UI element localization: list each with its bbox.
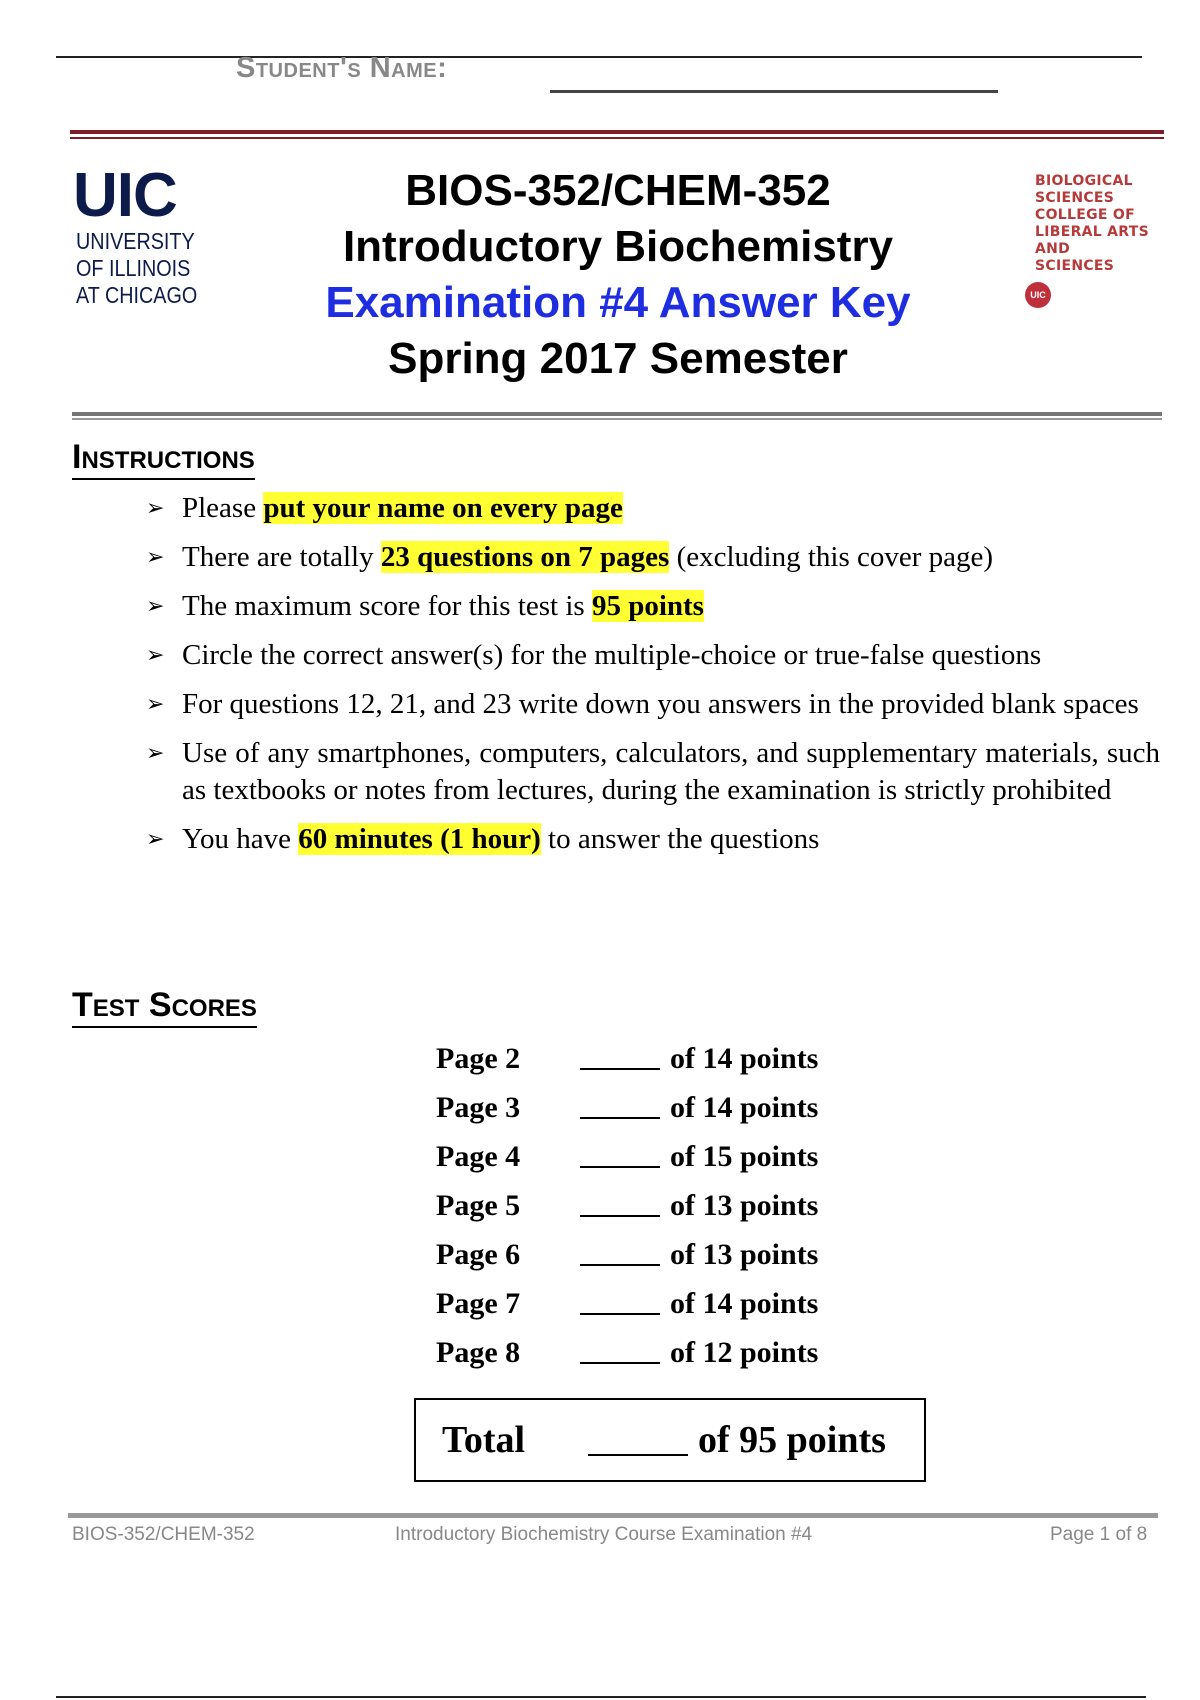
score-row [436,1138,818,1187]
instruction-text: to answer the questions [540,823,820,855]
arrow-bullet-icon: ➢ [146,545,165,570]
score-page-label: Page 4 [436,1140,521,1173]
student-name-label: Student's Name: [236,52,448,84]
score-page-label: Page 8 [436,1336,521,1369]
arrow-bullet-icon: ➢ [146,594,165,619]
uic-logo-line: OF ILLINOIS [76,255,191,281]
score-blank[interactable] [580,1334,660,1364]
score-blank[interactable] [580,1285,660,1315]
total-points: of 95 points [698,1419,886,1461]
uic-logo-line: UNIVERSITY [76,228,195,254]
score-page-label: Page 7 [436,1287,521,1320]
total-blank[interactable] [588,1454,688,1456]
score-row [436,1334,818,1383]
bio-logo-line: AND [1035,241,1071,257]
instruction-text: You have [182,823,299,855]
score-points-label: of 13 points [670,1238,819,1271]
uic-logo-mark: UIC [73,161,177,230]
score-blank[interactable] [580,1187,660,1217]
bio-logo-line: SCIENCES [1035,258,1115,274]
bio-logo-line: COLLEGE OF [1035,207,1135,223]
total-box [414,1398,926,1482]
arrow-bullet-icon: ➢ [146,496,165,521]
instruction-item [146,490,1160,527]
title-divider [72,412,1162,420]
arrow-bullet-icon: ➢ [146,741,165,766]
instructions-heading: Instructions [72,438,255,480]
uic-logo-line: AT CHICAGO [76,282,198,308]
score-page-label: Page 5 [436,1189,521,1222]
arrow-bullet-icon: ➢ [146,643,165,668]
instruction-text: Please [182,492,264,524]
footer-title: Introductory Biochemistry Course Examination #4 [395,1524,813,1545]
score-points-label: of 14 points [670,1091,819,1124]
semester: Spring 2017 Semester [388,334,848,383]
score-blank[interactable] [580,1236,660,1266]
uic-logo-text [76,228,197,309]
instruction-text: Circle the correct answer(s) for the multiple-choice or true-false questions [182,639,1042,671]
score-points-label: of 13 points [670,1189,819,1222]
score-points-label: of 15 points [670,1140,819,1173]
score-row [436,1285,818,1334]
instruction-text: The maximum score for this test is [182,590,592,622]
footer-course: BIOS-352/CHEM-352 [72,1524,255,1545]
highlighted-text: 95 points [591,590,704,622]
instruction-text: For questions 12, 21, and 23 write down you answers in the provided blank spaces [182,688,1139,720]
instruction-item [146,588,1160,625]
score-points-label: of 14 points [670,1042,819,1075]
instruction-item [146,686,1160,723]
arrow-bullet-icon: ➢ [146,827,165,852]
highlighted-text: put your name on every page [263,492,623,524]
course-code: BIOS-352/CHEM-352 [405,166,831,215]
instruction-text: Use of any smartphones, computers, calculators, and supplementary materials, such as textbooks or notes from lectures, during the examination is strictly prohibited [182,737,1160,806]
highlighted-text: 60 minutes (1 hour) [298,823,541,855]
top-rule [56,56,1142,58]
instruction-item [146,735,1160,809]
score-page-label: Page 6 [436,1238,521,1271]
score-row [436,1187,818,1236]
scores-table [436,1040,818,1383]
bio-logo-line: LIBERAL ARTS [1035,224,1149,240]
header-divider [70,130,1164,139]
uic-badge-icon: UIC [1025,282,1051,308]
score-blank[interactable] [580,1040,660,1070]
instruction-text: (excluding this cover page) [669,541,994,573]
score-row [436,1089,818,1138]
student-name-blank[interactable] [550,90,998,93]
instruction-item [146,637,1160,674]
score-page-label: Page 2 [436,1042,521,1075]
score-points-label: of 12 points [670,1336,819,1369]
instructions-list [146,490,1160,870]
bio-logo-line: BIOLOGICAL [1035,173,1133,189]
footer-rule [68,1513,1158,1518]
total-label: Total [442,1419,526,1461]
score-row [436,1040,818,1089]
arrow-bullet-icon: ➢ [146,692,165,717]
bio-logo-line: SCIENCES [1035,190,1115,206]
instruction-text: There are totally [182,541,381,573]
score-page-label: Page 3 [436,1091,521,1124]
score-row [436,1236,818,1285]
test-scores-heading: Test Scores [72,986,257,1028]
exam-title: Examination #4 Answer Key [325,278,911,327]
footer-page-number: Page 1 of 8 [1050,1524,1148,1545]
score-blank[interactable] [580,1138,660,1168]
course-title: Introductory Biochemistry [342,222,894,271]
instruction-item [146,539,1160,576]
score-points-label: of 14 points [670,1287,819,1320]
highlighted-text: 23 questions on 7 pages [380,541,670,573]
score-blank[interactable] [580,1089,660,1119]
instruction-item [146,821,1160,858]
bio-sciences-logo [1035,173,1149,275]
bottom-rule [56,1696,1146,1698]
